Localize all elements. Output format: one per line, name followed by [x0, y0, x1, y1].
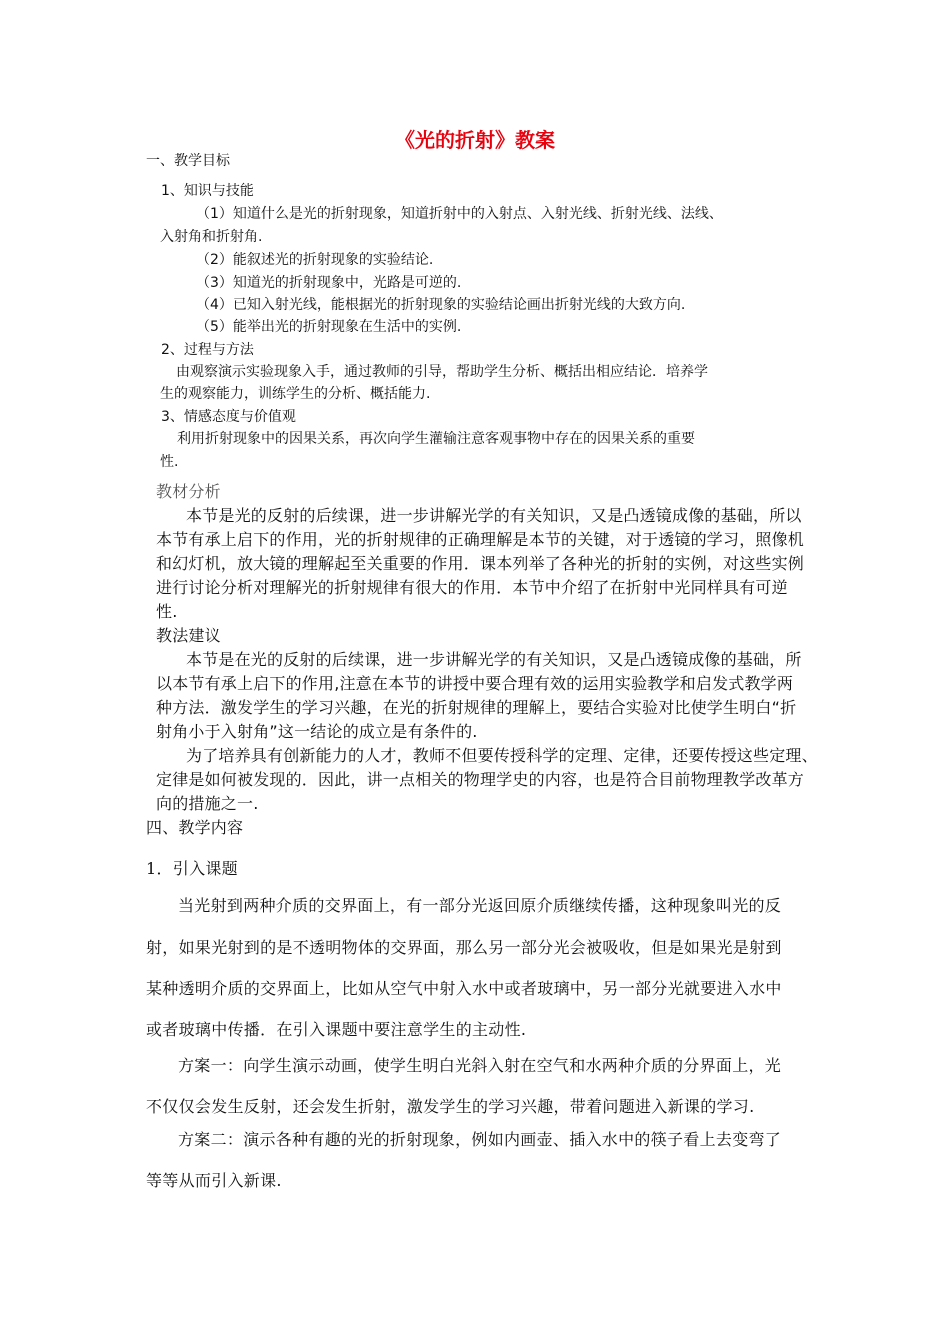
knowledge-item-3: （3）知道光的折射现象中，光路是可逆的.: [196, 275, 462, 291]
process-line-1: 由观察演示实验现象入手，通过教师的引导，帮助学生分析、概括出相应结论．培养学: [176, 364, 708, 380]
method-line-3: 种方法．激发学生的学习兴趣，在光的折射规律的理解上，要结合实验对比使学生明白“折: [156, 698, 797, 717]
method-line-2: 以本节有承上启下的作用,注意在本节的讲授中要合理有效的运用实验教学和启发式教学两: [156, 674, 794, 693]
intro-line-4: 或者玻璃中传播．在引入课题中要注意学生的主动性.: [146, 1020, 527, 1039]
section-heading-method: 教法建议: [156, 626, 221, 645]
knowledge-item-2: （2）能叙述光的折射现象的实验结论.: [196, 252, 434, 268]
subheading-knowledge: 1、知识与技能: [161, 183, 254, 199]
intro-line-1: 当光射到两种介质的交界面上，有一部分光返回原介质继续传播，这种现象叫光的反: [178, 896, 782, 915]
subheading-emotion: 3、情感态度与价值观: [161, 409, 296, 425]
knowledge-item-4: （4）已知入射光线，能根据光的折射现象的实验结论画出折射光线的大致方向.: [196, 297, 686, 313]
material-line-3: 和幻灯机，放大镜的理解起至关重要的作用．课本列举了各种光的折射的实例，对这些实例: [156, 554, 805, 573]
emotion-line-1: 利用折射现象中的因果关系，再次向学生灌输注意客观事物中存在的因果关系的重要: [177, 431, 695, 447]
section-heading-objectives: 一、教学目标: [146, 153, 230, 169]
plan1-line-2: 不仅仅会发生反射，还会发生折射，激发学生的学习兴趣，带着问题进入新课的学习.: [146, 1097, 755, 1116]
knowledge-item-1-cont: 入射角和折射角.: [160, 229, 263, 245]
document-title: 《光的折射》教案: [395, 128, 555, 152]
plan1-line-1: 方案一：向学生演示动画，使学生明白光斜入射在空气和水两种介质的分界面上，光: [178, 1056, 782, 1075]
intro-line-2: 射，如果光射到的是不透明物体的交界面，那么另一部分光会被吸收，但是如果光是射到: [146, 938, 782, 957]
method-line-5: 为了培养具有创新能力的人才，教师不但要传授科学的定理、定律，还要传授这些定理、: [186, 746, 818, 765]
section-heading-material: 教材分析: [156, 482, 221, 501]
method-line-6: 定律是如何被发现的．因此，讲一点相关的物理学史的内容，也是符合目前物理教学改革方: [156, 770, 805, 789]
knowledge-item-1: （1）知道什么是光的折射现象，知道折射中的入射点、入射光线、折射光线、法线、: [196, 206, 723, 222]
plan2-line-1: 方案二：演示各种有趣的光的折射现象，例如内画壶、插入水中的筷子看上去变弯了: [178, 1130, 782, 1149]
material-line-1: 本节是光的反射的后续课，进一步讲解光学的有关知识，又是凸透镜成像的基础，所以: [186, 506, 802, 525]
process-line-2: 生的观察能力，训练学生的分析、概括能力.: [160, 386, 431, 402]
method-line-7: 向的措施之一.: [156, 794, 259, 813]
knowledge-item-5: （5）能举出光的折射现象在生活中的实例.: [196, 319, 462, 335]
plan2-line-2: 等等从而引入新课.: [146, 1171, 282, 1190]
emotion-line-2: 性.: [160, 454, 179, 470]
intro-heading: 1．引入课题: [146, 859, 238, 878]
material-line-2: 本节有承上启下的作用，光的折射规律的正确理解是本节的关键，对于透镜的学习，照像机: [156, 530, 805, 549]
material-line-4: 进行讨论分析对理解光的折射规律有很大的作用．本节中介绍了在折射中光同样具有可逆: [156, 578, 788, 597]
method-line-1: 本节是在光的反射的后续课，进一步讲解光学的有关知识，又是凸透镜成像的基础，所: [186, 650, 802, 669]
method-line-4: 射角小于入射角”这一结论的成立是有条件的.: [156, 722, 478, 741]
material-line-5: 性.: [156, 602, 178, 621]
section-heading-content: 四、教学内容: [146, 818, 244, 837]
intro-line-3: 某种透明介质的交界面上，比如从空气中射入水中或者玻璃中，另一部分光就要进入水中: [146, 979, 782, 998]
subheading-process: 2、过程与方法: [161, 342, 254, 358]
